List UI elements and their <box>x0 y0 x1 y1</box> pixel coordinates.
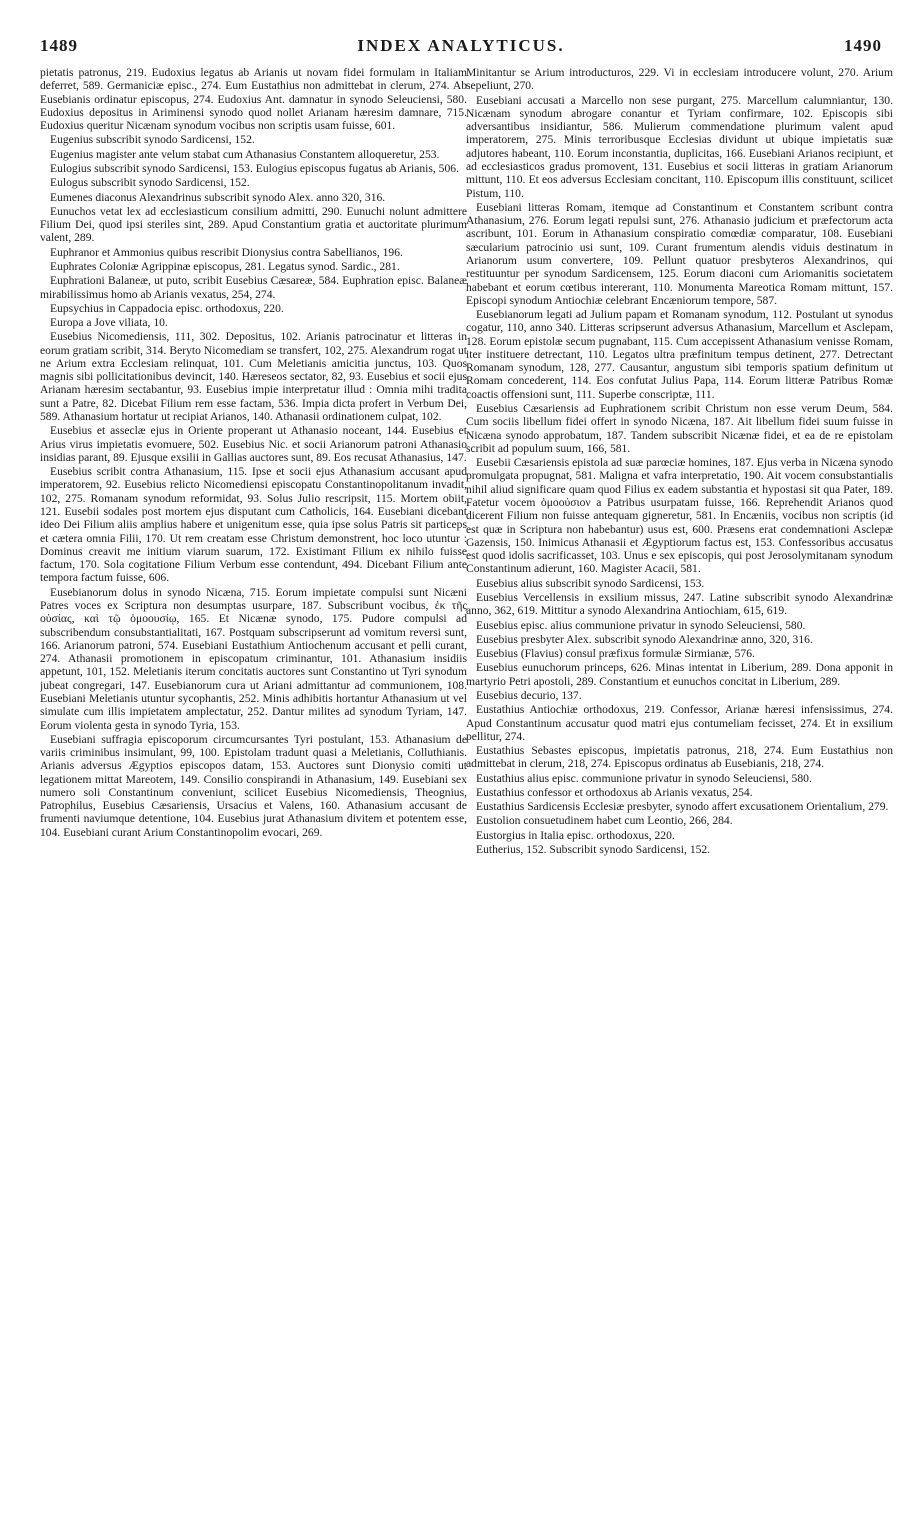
index-entry: Eustathius alius episc. communione privatur in synodo Seleuciensi, 580. <box>476 771 812 785</box>
index-entry: Eupsychius in Cappadocia episc. orthodoxus, 220. <box>50 301 284 315</box>
index-entry: Eusebiani accusati a Marcello non sese purgant, 275. Marcellum calumniantur, 130. Nicænam synodum abrogare conantur et Tyriam confirmare, 102. Episcopis sibi adversantibus insidiantur, 586. Mulierum commendatione plurimum valent apud imperatorem, 275. Minis terroribusque Ecclesias dividunt ut ubique impietatis suæ adjutores habeant, 110. Eorum inconstantia, duplicitas, 166. Eusebiani Arianos recipiunt, et ad ecclesiasticos gradus promovent, 131. Eusebius et socii litteras in gratiam Arianorum mittunt, 110. Et eos adversus Ecclesiam concitant, 110. Episcopum illis constituunt, scilicet Pistum, 110. <box>466 93 893 200</box>
index-entry: Eusebiani suffragia episcoporum circumcursantes Tyri postulant, 153. Athanasium de variis criminibus insimulant, 99, 100. Epistolam tradunt quasi a Meletianis, Colluthianis. Arianis adversus Ægyptios episcopos datam, 153. Auctores sunt Dionysio comiti ut legationem mittat Mareotem, 149. Consilio conspirandi in Athanasium, 149. Eusebiani sex numero soli Constantinum conveniunt, scilicet Eusebius Nicomediensis, Theognius, Patrophilus, Eusebius Cæsariensis, Ursacius et Valens, 160. Athanasium accusant de frumenti naviumque detentione, 104. Eusebius jurat Athanasium divitem et potentem esse, 104. Eusebiani curant Arium Constantinopolim evocari, 269. <box>40 732 467 839</box>
running-header <box>40 36 882 58</box>
index-entry: Eustorgius in Italia episc. orthodoxus, 220. <box>476 828 675 842</box>
index-entry: Eustathius Sebastes episcopus, impietatis patronus, 218, 274. Eum Eustathius non admittebat in clerum, 218, 274. Episcopus ordinatus ab Eusebianis, 218, 274. <box>466 744 893 771</box>
index-entry: Eusebii Cæsariensis epistola ad suæ parœciæ homines, 187. Ejus verba in Nicæna synodo promulgata propugnat, 581. Maligna et vafra interpretatio, 190. Ait vocem consubstantialis nihil aliud significare quam quod Filius ex eadem substantia et hypostasi sit qua Pater, 189. Fatetur vocem ὁμοούσιον a Patribus usurpatam fuisse, 166. Reprehendit Arianos quod dicerent Filium non fuisse antequam gigneretur, 581. In Encæniis, vocibus non scriptis (id est quæ in Scriptura non habebantur) usus est, 600. Præsens erat condemnationi Asclepæ Gazensis, 150. Inimicus Athanasii et Ægyptiorum factus est, 153. Confessoribus accusatus est quod idolis sacrificasset, 103. Unus e sex episcopis, qui post Jerosolymitanam synodum Constantinum adierunt, 160. Magister Acacii, 581. <box>466 456 893 576</box>
index-entry: Eusebius Vercellensis in exsilium missus, 247. Latine subscribit synodo Alexandrinæ anno, 362, 619. Mittitur a synodo Alexandrina Antiochiam, 615, 619. <box>466 590 893 618</box>
index-entry: Eustathius Antiochiæ orthodoxus, 219. Confessor, Arianæ hæresi infensissimus, 274. Apud Constantinum accusatur quod matri ejus contumeliam fecisset, 274. Et in exsilium pellitur, 274. <box>466 703 893 743</box>
index-entry: Eustathius Sardicensis Ecclesiæ presbyter, synodo affert excusationem Orientalium, 279. <box>476 800 889 814</box>
index-entry: Eugenius magister ante velum stabat cum Athanasius Constantem alloqueretur, 253. <box>50 147 440 161</box>
index-entry: Euphrationi Balaneæ, ut puto, scribit Eusebius Cæsareæ, 584. Euphration episc. Balaneæ mirabilissimus homo ab Arianis vexatus, 254, 274. <box>40 274 467 301</box>
right-column <box>466 66 893 1518</box>
index-entry: Europa a Jove viliata, 10. <box>50 316 168 330</box>
running-title: INDEX ANALYTICUS. <box>357 36 565 55</box>
index-entry: Eustolion consuetudinem habet cum Leontio, 266, 284. <box>476 814 733 828</box>
index-entry: Eusebianorum legati ad Julium papam et Romanam synodum, 112. Postulant ut synodus cogatur, 110, anno 340. Litteras scripserunt adversus Athanasium, Marcellum et Asclepam, 128. Eorum epistolæ secum pugnabant, 115. Cum accepissent Athanasium venisse Romam, iter instituere detrectant, 110. Legatos ultra præfinitum tempus detinent, 277. Detrectant Romanam synodum, 128, 277. Causantur, angustum sibi temporis spatium definitum ut Romam concederent, 114. Eos confutat Julius Papa, 114. Eorum litteræ Patribus Romæ coactis offensioni sunt, 111. Superbe conscriptæ, 111. <box>466 308 893 401</box>
left-column <box>40 66 467 1518</box>
index-entry: Eutherius, 152. Subscribit synodo Sardicensi, 152. <box>476 843 711 857</box>
index-entry: Eusebius decurio, 137. <box>476 688 582 702</box>
index-entry: Eulogus subscribit synodo Sardicensi, 152. <box>50 176 250 190</box>
index-entry: Eumenes diaconus Alexandrinus subscribit synodo Alex. anno 320, 316. <box>50 190 386 204</box>
index-entry: Eusebius Nicomediensis, 111, 302. Depositus, 102. Arianis patrocinatur et litteras in eorum gratiam scribit, 314. Beryto Nicomediam se transfert, 102, 275. Alexandrum rogat ut ne Arium extra Ecclesiam relinquat, 101. Cum Meletianis amicitia junctus, 103. Quos magnis sibi pollicitationibus devincit, 140. Hæreseos sectator, 82, 93. Eusebius et socii ejus Arianam hæresim sectabantur, 93. Eusebius impie interpretatur illud : Omnia mihi tradita sunt a Patre, 82. Dicebat Filium rem esse factam, 536. Impia dicta profert in Verbum Dei, 589. Athanasium hortatur ut recipiat Arianos, 140. Athanasii ordinationem culpat, 102. <box>40 330 467 424</box>
index-entry: Eusebius et asseclæ ejus in Oriente properant ut Athanasio noceant, 144. Eusebius et Arius virus impietatis evomuere, 502. Eusebius Nic. et socii Arianorum patroni Athanasio insidias parant, 89. Ejusque exsilii in Gallias auctores sunt, 89. Eos recusat Athanasius, 147. <box>40 424 467 464</box>
index-entry: Eusebius Cæsariensis ad Euphrationem scribit Christum non esse verum Deum, 584. Cum sociis libellum fidei offert in synodo Nicæna, 187. Ait libellum fidei suum fuisse in Nicæna synodo approbatum, 187. Tandem subscribit Nicænæ fidei, et ea de re epistolam scribit ad populum suum, 166, 581. <box>466 402 893 455</box>
index-entry: Euphranor et Ammonius quibus rescribit Dionysius contra Sabellianos, 196. <box>50 245 403 259</box>
index-entry: Eusebius (Flavius) consul præfixus formulæ Sirmianæ, 576. <box>476 647 755 661</box>
index-entry: Eustathius confessor et orthodoxus ab Arianis vexatus, 254. <box>476 785 753 799</box>
index-entry: Eugenius subscribit synodo Sardicensi, 152. <box>50 133 255 147</box>
index-entry: Minitantur se Arium introducturos, 229. Vi in ecclesiam introducere volunt, 270. Arium sepeliunt, 270. <box>466 66 893 93</box>
index-entry: Eunuchos vetat lex ad ecclesiasticum consilium admitti, 290. Eunuchi nolunt admittere Filium Dei, quod ipsi steriles sint, 289. Apud Constantium gratia et auctoritate plurimum valent, 289. <box>40 204 467 245</box>
index-entry: Eusebianorum dolus in synodo Nicæna, 715. Eorum impietate compulsi sunt Nicæni Patres voces ex Scriptura non desumptas usurpare, 187. Subscribunt vocibus, ἐκ τῆς οὐσίας, καὶ τῷ ὁμοουσίῳ, 165. Et Nicænæ synodo, 175. Pudore compulsi ad subscribendum consubstantialitati, 167. Postquam subscripserunt ad vomitum reversi sunt, 166. Arianorum patroni, 574. Eusebiani Eustathium Antiochenum accusant et pelli curant, 274. Athanasii promotionem in episcopatum criminantur, 101. Athanasium insidiis appetunt, 101, 152. Meletianis iterum concitatis auctores sunt Constantino ut Tyri synodum jubeat congregari, 147. Eusebianorum cura ut Ariani admittantur ad communionem, 108. Eusebiani Meletianis utuntur sycophantis, 252. Minis adhibitis hortantur Athanasium ut vel simulate cum illis impietatem amplectatur, 252. Dantur milites ad synodum Tyriam, 147. Eorum violenta gesta in synodo Tyria, 153. <box>40 585 467 732</box>
page-number-left: 1489 <box>40 36 78 55</box>
index-entry: Eusebius alius subscribit synodo Sardicensi, 153. <box>476 576 705 590</box>
page-number-right: 1490 <box>844 36 882 55</box>
index-entry: pietatis patronus, 219. Eudoxius legatus ab Arianis ut novam fidei formulam in Italiam deferret, 589. Germaniciæ episc., 274. Eum Eustathius non admittebat in clerum, 274. Ab Eusebianis ordinatur episcopus, 274. Eudoxius Ant. damnatur in synodo Seleuciensi, 580. Eudoxius depositus in Ariminensi synodo quod nollet Arianam hæresim damnare, 715. Eudoxius queritur Nicænam synodum vocibus non scriptis usam fuisse, 601. <box>40 66 467 133</box>
index-entry: Eusebius scribit contra Athanasium, 115. Ipse et socii ejus Athanasium accusant apud imperatorem, 92. Eusebius relicto Nicomediensi episcopatu Constantinopolitanum invadit, 102, 275. Romanam synodum reformidat, 93. Solus Julio rescripsit, 115. Mortem obiit, 121. Eusebii sodales post mortem ejus disputant cum Catholicis, 164. Eusebiani dicebant ideo Dei Filium aliis amplius habere et unigenitum esse, quia ipse solus Patris sit particeps et cætera omnia Filii, 170. Ut rem creatam esse Christum demonstrent, hoc loco utuntur : Dominus creavit me initium viarum suarum, 172. Existimant Filium ex nihilo fuisse factum, 170. Sola cogitatione Filium Verbum esse contendunt, 494. Dicebant Filium ante tempora factum fuisse, 606. <box>40 465 467 585</box>
index-entry: Eusebius presbyter Alex. subscribit synodo Alexandrinæ anno, 320, 316. <box>476 632 813 646</box>
index-entry: Eusebiani litteras Romam, itemque ad Constantinum et Constantem scribunt contra Athanasium, 276. Eorum legati repulsi sunt, 276. Athanasio judicium et præfectorum acta ascribunt, 101. Eorum in Athanasium conspiratio comœdiæ comparatur, 108. Eusebiani sæcularium patrocinio usi sunt, 109. Curant frumentum alendis viduis destinatum in Arianorum usum convertere, 109. Pellunt quatuor presbyteros Alexandrinos, qui restituuntur per synodum Sardicensem, 125. Eorum diaconi cum Ariomanitis societatem habebant et eorum cœtibus intererant, 110. Monumenta Mareotica Romam mittunt, 157. Episcopi synodum Antiochiæ celebrant Encæniorum tempore, 587. <box>466 200 893 307</box>
index-entry: Euphrates Coloniæ Agrippinæ episcopus, 281. Legatus synod. Sardic., 281. <box>50 259 400 273</box>
index-entry: Eusebius eunuchorum princeps, 626. Minas intentat in Liberium, 289. Dona apponit in martyrio Petri apostoli, 289. Constantium et eunuchos concitat in Liberium, 289. <box>466 661 893 688</box>
index-entry: Eulogius subscribit synodo Sardicensi, 153. Eulogius episcopus fugatus ab Arianis, 506. <box>50 161 459 175</box>
index-entry: Eusebius episc. alius communione privatur in synodo Seleuciensi, 580. <box>476 618 806 632</box>
